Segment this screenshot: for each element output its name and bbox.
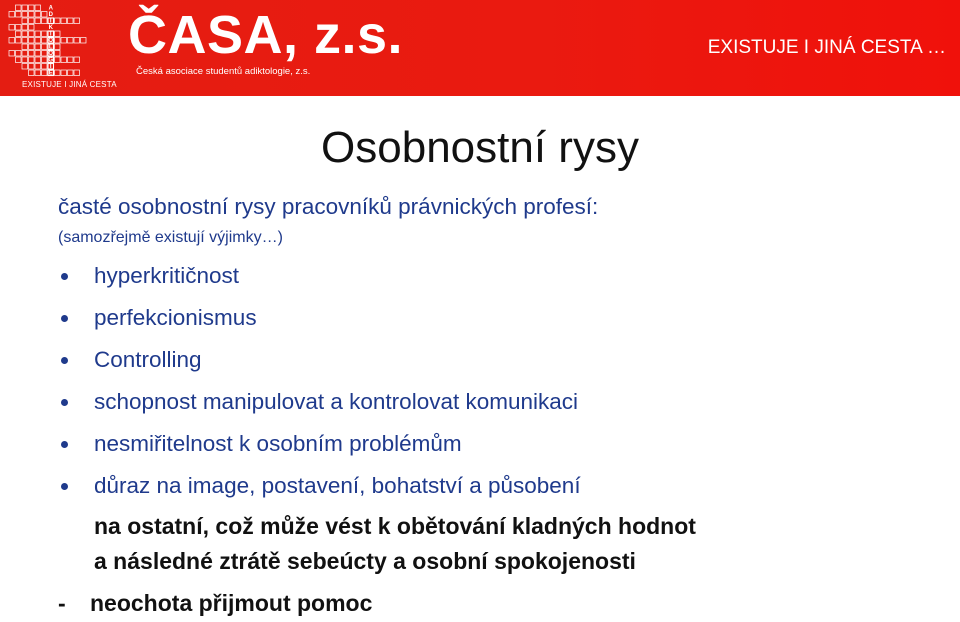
svg-text:E: E: [48, 70, 53, 77]
continuation-line: a následné ztrátě sebeúcty a osobní spokojenosti: [94, 548, 636, 574]
logo-title: ČASA, z.s.: [128, 5, 404, 65]
svg-text:L: L: [48, 44, 53, 51]
svg-text:O: O: [48, 51, 54, 57]
bullet-list: [55, 258, 581, 510]
final-line: [58, 590, 372, 617]
bullet-item: [55, 258, 581, 300]
slide-title: Osobnostní rysy: [321, 123, 639, 172]
bullet-item: [55, 468, 581, 510]
header-banner: [0, 0, 960, 96]
svg-text:O: O: [48, 38, 54, 44]
logo-tagline: EXISTUJE I JINÁ CESTA: [22, 80, 117, 89]
continuation-line: na ostatní, což může vést k obětování kladných hodnot: [94, 513, 696, 539]
intro-text: časté osobnostní rysy pracovníků právnických profesí:: [58, 194, 599, 219]
bullet-dot-icon: [61, 399, 68, 406]
final-text: neochota přijmout pomoc: [90, 590, 373, 616]
bullet-text: schopnost manipulovat a kontrolovat komunikaci: [94, 389, 579, 414]
bullet-text: perfekcionismus: [94, 305, 257, 330]
svg-text:I: I: [49, 18, 52, 25]
bullet-dot-icon: [61, 357, 68, 364]
svg-text:A: A: [48, 5, 53, 12]
svg-text:I: I: [49, 64, 52, 70]
bullet-text: důraz na image, postavení, bohatství a působení: [94, 473, 581, 498]
logo-subtitle: Česká asociace studentů adiktologie, z.s.: [136, 66, 311, 77]
bullet-item: [55, 300, 581, 342]
bullet-item: [55, 426, 581, 468]
bullet-dot-icon: [61, 441, 68, 448]
bullet-dot-icon: [61, 483, 68, 490]
crossword-logo-icon: [8, 4, 120, 80]
svg-text:G: G: [48, 57, 54, 64]
svg-text:K: K: [48, 25, 53, 31]
svg-text:T: T: [48, 31, 53, 38]
final-dash: -: [58, 590, 66, 616]
note-text: (samozřejmě existují výjimky…): [58, 229, 283, 246]
bullet-text: nesmiřitelnost k osobním problémům: [94, 431, 462, 456]
bullet-item: [55, 342, 581, 384]
bullet-text: Controlling: [94, 347, 202, 372]
bullet-text: hyperkritičnost: [94, 263, 240, 288]
header-slogan: EXISTUJE I JINÁ CESTA …: [707, 37, 946, 58]
bullet-dot-icon: [61, 273, 68, 280]
bullet-dot-icon: [61, 315, 68, 322]
svg-text:D: D: [48, 12, 53, 18]
bullet-item: [55, 384, 581, 426]
